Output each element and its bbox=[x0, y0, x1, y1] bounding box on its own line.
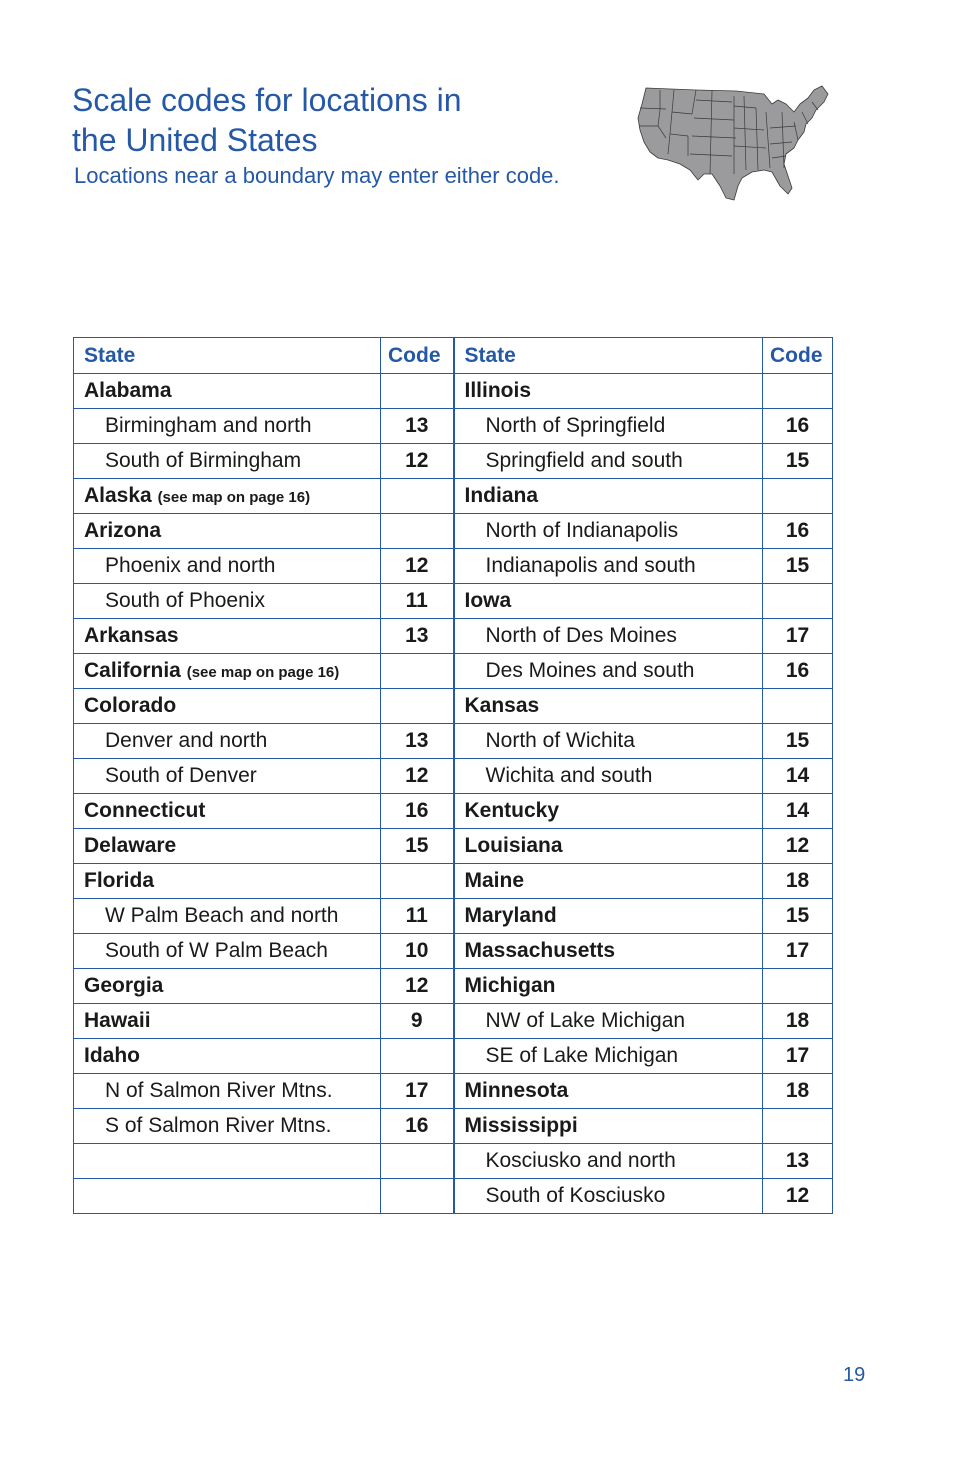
state-cell bbox=[454, 409, 763, 444]
state-cell bbox=[74, 1179, 381, 1214]
code-cell: 15 bbox=[763, 444, 833, 479]
code-cell bbox=[763, 479, 833, 514]
code-cell bbox=[763, 689, 833, 724]
location-note: (see map on page 16) bbox=[157, 489, 311, 506]
table-row bbox=[74, 934, 833, 969]
column-header-code: Code bbox=[381, 338, 454, 374]
code-cell: 12 bbox=[381, 969, 454, 1004]
table-row bbox=[74, 479, 833, 514]
location-label: Delaware bbox=[84, 834, 177, 857]
state-cell bbox=[454, 829, 763, 864]
location-label: North of Springfield bbox=[485, 414, 666, 437]
state-cell bbox=[454, 549, 763, 584]
code-cell: 16 bbox=[381, 794, 454, 829]
table-row bbox=[74, 444, 833, 479]
state-cell bbox=[454, 689, 763, 724]
table-row bbox=[74, 864, 833, 899]
code-cell: 11 bbox=[381, 584, 454, 619]
table-row bbox=[74, 514, 833, 549]
title-line-2: the United States bbox=[72, 122, 318, 158]
state-cell bbox=[454, 724, 763, 759]
state-cell bbox=[74, 374, 381, 409]
code-cell bbox=[381, 1144, 454, 1179]
location-label: Minnesota bbox=[464, 1079, 569, 1102]
location-label: Florida bbox=[84, 869, 155, 892]
page-subtitle: Locations near a boundary may enter either code. bbox=[74, 163, 560, 188]
location-label: North of Indianapolis bbox=[485, 519, 679, 542]
location-label: SE of Lake Michigan bbox=[485, 1044, 679, 1067]
table-row bbox=[74, 549, 833, 584]
code-cell: 12 bbox=[763, 829, 833, 864]
state-cell bbox=[74, 759, 381, 794]
state-cell bbox=[74, 1039, 381, 1074]
location-label: Arizona bbox=[84, 519, 162, 542]
location-label: Indianapolis and south bbox=[485, 554, 696, 577]
table-row bbox=[74, 1109, 833, 1144]
location-label: Connecticut bbox=[84, 799, 206, 822]
code-cell bbox=[381, 864, 454, 899]
table-row bbox=[74, 1179, 833, 1214]
location-label: Massachusetts bbox=[464, 939, 616, 962]
location-label: South of Kosciusko bbox=[485, 1184, 666, 1207]
state-cell bbox=[454, 1109, 763, 1144]
code-cell: 16 bbox=[763, 409, 833, 444]
location-note: (see map on page 16) bbox=[186, 664, 340, 681]
state-cell bbox=[74, 1004, 381, 1039]
code-cell: 12 bbox=[763, 1179, 833, 1214]
us-map-icon bbox=[636, 82, 832, 204]
code-cell: 15 bbox=[381, 829, 454, 864]
column-header-state: State bbox=[74, 338, 381, 374]
table-header-row bbox=[74, 338, 833, 374]
location-label: NW of Lake Michigan bbox=[485, 1009, 686, 1032]
state-cell bbox=[454, 794, 763, 829]
location-label: South of W Palm Beach bbox=[105, 939, 328, 962]
code-cell: 12 bbox=[381, 444, 454, 479]
location-label: Denver and north bbox=[105, 729, 268, 752]
location-label: Alaska bbox=[84, 484, 152, 507]
state-cell bbox=[74, 479, 381, 514]
location-label: Birmingham and north bbox=[105, 414, 312, 437]
state-cell bbox=[454, 1179, 763, 1214]
code-cell: 17 bbox=[763, 934, 833, 969]
title-line-1: Scale codes for locations in bbox=[72, 82, 462, 118]
page-title bbox=[72, 80, 612, 160]
table-row bbox=[74, 409, 833, 444]
code-cell: 14 bbox=[763, 759, 833, 794]
state-cell bbox=[74, 619, 381, 654]
location-label: W Palm Beach and north bbox=[105, 904, 339, 927]
location-label: Des Moines and south bbox=[485, 659, 695, 682]
code-cell bbox=[381, 1179, 454, 1214]
table-row bbox=[74, 374, 833, 409]
code-cell: 17 bbox=[381, 1074, 454, 1109]
location-label: South of Denver bbox=[105, 764, 257, 787]
table-row bbox=[74, 1004, 833, 1039]
scale-codes-table bbox=[73, 337, 833, 1214]
state-cell bbox=[454, 619, 763, 654]
location-label: Louisiana bbox=[464, 834, 563, 857]
code-cell: 13 bbox=[381, 724, 454, 759]
column-header-code-2: Code bbox=[763, 338, 833, 374]
code-cell bbox=[763, 1109, 833, 1144]
code-cell: 15 bbox=[763, 724, 833, 759]
table-row bbox=[74, 584, 833, 619]
state-cell bbox=[454, 969, 763, 1004]
code-cell: 10 bbox=[381, 934, 454, 969]
state-cell bbox=[74, 514, 381, 549]
location-label: Wichita and south bbox=[485, 764, 653, 787]
location-label: South of Phoenix bbox=[105, 589, 265, 612]
table-body bbox=[74, 374, 833, 1214]
state-cell bbox=[454, 864, 763, 899]
state-cell bbox=[454, 374, 763, 409]
code-cell: 15 bbox=[763, 549, 833, 584]
code-cell bbox=[763, 969, 833, 1004]
code-cell: 12 bbox=[381, 759, 454, 794]
state-cell bbox=[74, 549, 381, 584]
state-cell bbox=[74, 724, 381, 759]
table-row bbox=[74, 689, 833, 724]
state-cell bbox=[74, 1109, 381, 1144]
code-cell: 17 bbox=[763, 619, 833, 654]
location-label: S of Salmon River Mtns. bbox=[105, 1114, 332, 1137]
table-row bbox=[74, 654, 833, 689]
state-cell bbox=[74, 1144, 381, 1179]
state-cell bbox=[74, 934, 381, 969]
code-cell bbox=[381, 654, 454, 689]
code-cell bbox=[763, 374, 833, 409]
location-label: Kansas bbox=[464, 694, 540, 717]
code-cell bbox=[381, 1039, 454, 1074]
code-cell: 15 bbox=[763, 899, 833, 934]
table-row bbox=[74, 899, 833, 934]
code-cell bbox=[381, 374, 454, 409]
location-label: Alabama bbox=[84, 379, 172, 402]
location-label: California bbox=[84, 659, 181, 682]
state-cell bbox=[74, 1074, 381, 1109]
code-cell bbox=[381, 479, 454, 514]
code-cell: 17 bbox=[763, 1039, 833, 1074]
location-label: Georgia bbox=[84, 974, 164, 997]
code-cell: 9 bbox=[381, 1004, 454, 1039]
state-cell bbox=[454, 584, 763, 619]
state-cell bbox=[454, 1074, 763, 1109]
table-row bbox=[74, 969, 833, 1004]
state-cell bbox=[454, 759, 763, 794]
code-cell: 14 bbox=[763, 794, 833, 829]
location-label: Mississippi bbox=[464, 1114, 578, 1137]
location-label: Indiana bbox=[464, 484, 539, 507]
state-cell bbox=[74, 444, 381, 479]
table-row bbox=[74, 794, 833, 829]
state-cell bbox=[454, 934, 763, 969]
state-cell bbox=[74, 689, 381, 724]
location-label: Phoenix and north bbox=[105, 554, 276, 577]
location-label: Colorado bbox=[84, 694, 177, 717]
state-cell bbox=[74, 969, 381, 1004]
state-cell bbox=[454, 1039, 763, 1074]
state-cell bbox=[74, 654, 381, 689]
location-label: Kentucky bbox=[464, 799, 560, 822]
code-cell: 13 bbox=[763, 1144, 833, 1179]
code-cell: 16 bbox=[763, 654, 833, 689]
location-label: South of Birmingham bbox=[105, 449, 302, 472]
state-cell bbox=[74, 864, 381, 899]
location-label: N of Salmon River Mtns. bbox=[105, 1079, 333, 1102]
code-cell: 18 bbox=[763, 1004, 833, 1039]
table-row bbox=[74, 1144, 833, 1179]
code-cell: 16 bbox=[763, 514, 833, 549]
location-label: Kosciusko and north bbox=[485, 1149, 676, 1172]
location-label: North of Wichita bbox=[485, 729, 635, 752]
location-label: North of Des Moines bbox=[485, 624, 677, 647]
code-cell: 13 bbox=[381, 619, 454, 654]
column-header-state-2: State bbox=[454, 338, 763, 374]
location-label: Hawaii bbox=[84, 1009, 151, 1032]
state-cell bbox=[74, 899, 381, 934]
state-cell bbox=[454, 1144, 763, 1179]
state-cell bbox=[74, 584, 381, 619]
table-row bbox=[74, 619, 833, 654]
state-cell bbox=[454, 1004, 763, 1039]
table-row bbox=[74, 1039, 833, 1074]
state-cell bbox=[74, 409, 381, 444]
location-label: Maryland bbox=[464, 904, 557, 927]
state-cell bbox=[454, 899, 763, 934]
location-label: Illinois bbox=[464, 379, 532, 402]
state-cell bbox=[454, 444, 763, 479]
table-row bbox=[74, 724, 833, 759]
table-row bbox=[74, 829, 833, 864]
location-label: Iowa bbox=[464, 589, 512, 612]
table-row bbox=[74, 759, 833, 794]
code-cell: 18 bbox=[763, 864, 833, 899]
code-cell bbox=[381, 514, 454, 549]
location-label: Michigan bbox=[464, 974, 556, 997]
location-label: Idaho bbox=[84, 1044, 140, 1067]
code-cell: 18 bbox=[763, 1074, 833, 1109]
location-label: Springfield and south bbox=[485, 449, 683, 472]
code-cell: 16 bbox=[381, 1109, 454, 1144]
table-row bbox=[74, 1074, 833, 1109]
code-cell: 12 bbox=[381, 549, 454, 584]
code-cell: 11 bbox=[381, 899, 454, 934]
code-cell bbox=[763, 584, 833, 619]
state-cell bbox=[454, 479, 763, 514]
code-cell: 13 bbox=[381, 409, 454, 444]
state-cell bbox=[454, 514, 763, 549]
location-label: Arkansas bbox=[84, 624, 179, 647]
page-number: 19 bbox=[843, 1364, 866, 1386]
state-cell bbox=[74, 829, 381, 864]
location-label: Maine bbox=[464, 869, 525, 892]
code-cell bbox=[381, 689, 454, 724]
state-cell bbox=[454, 654, 763, 689]
state-cell bbox=[74, 794, 381, 829]
